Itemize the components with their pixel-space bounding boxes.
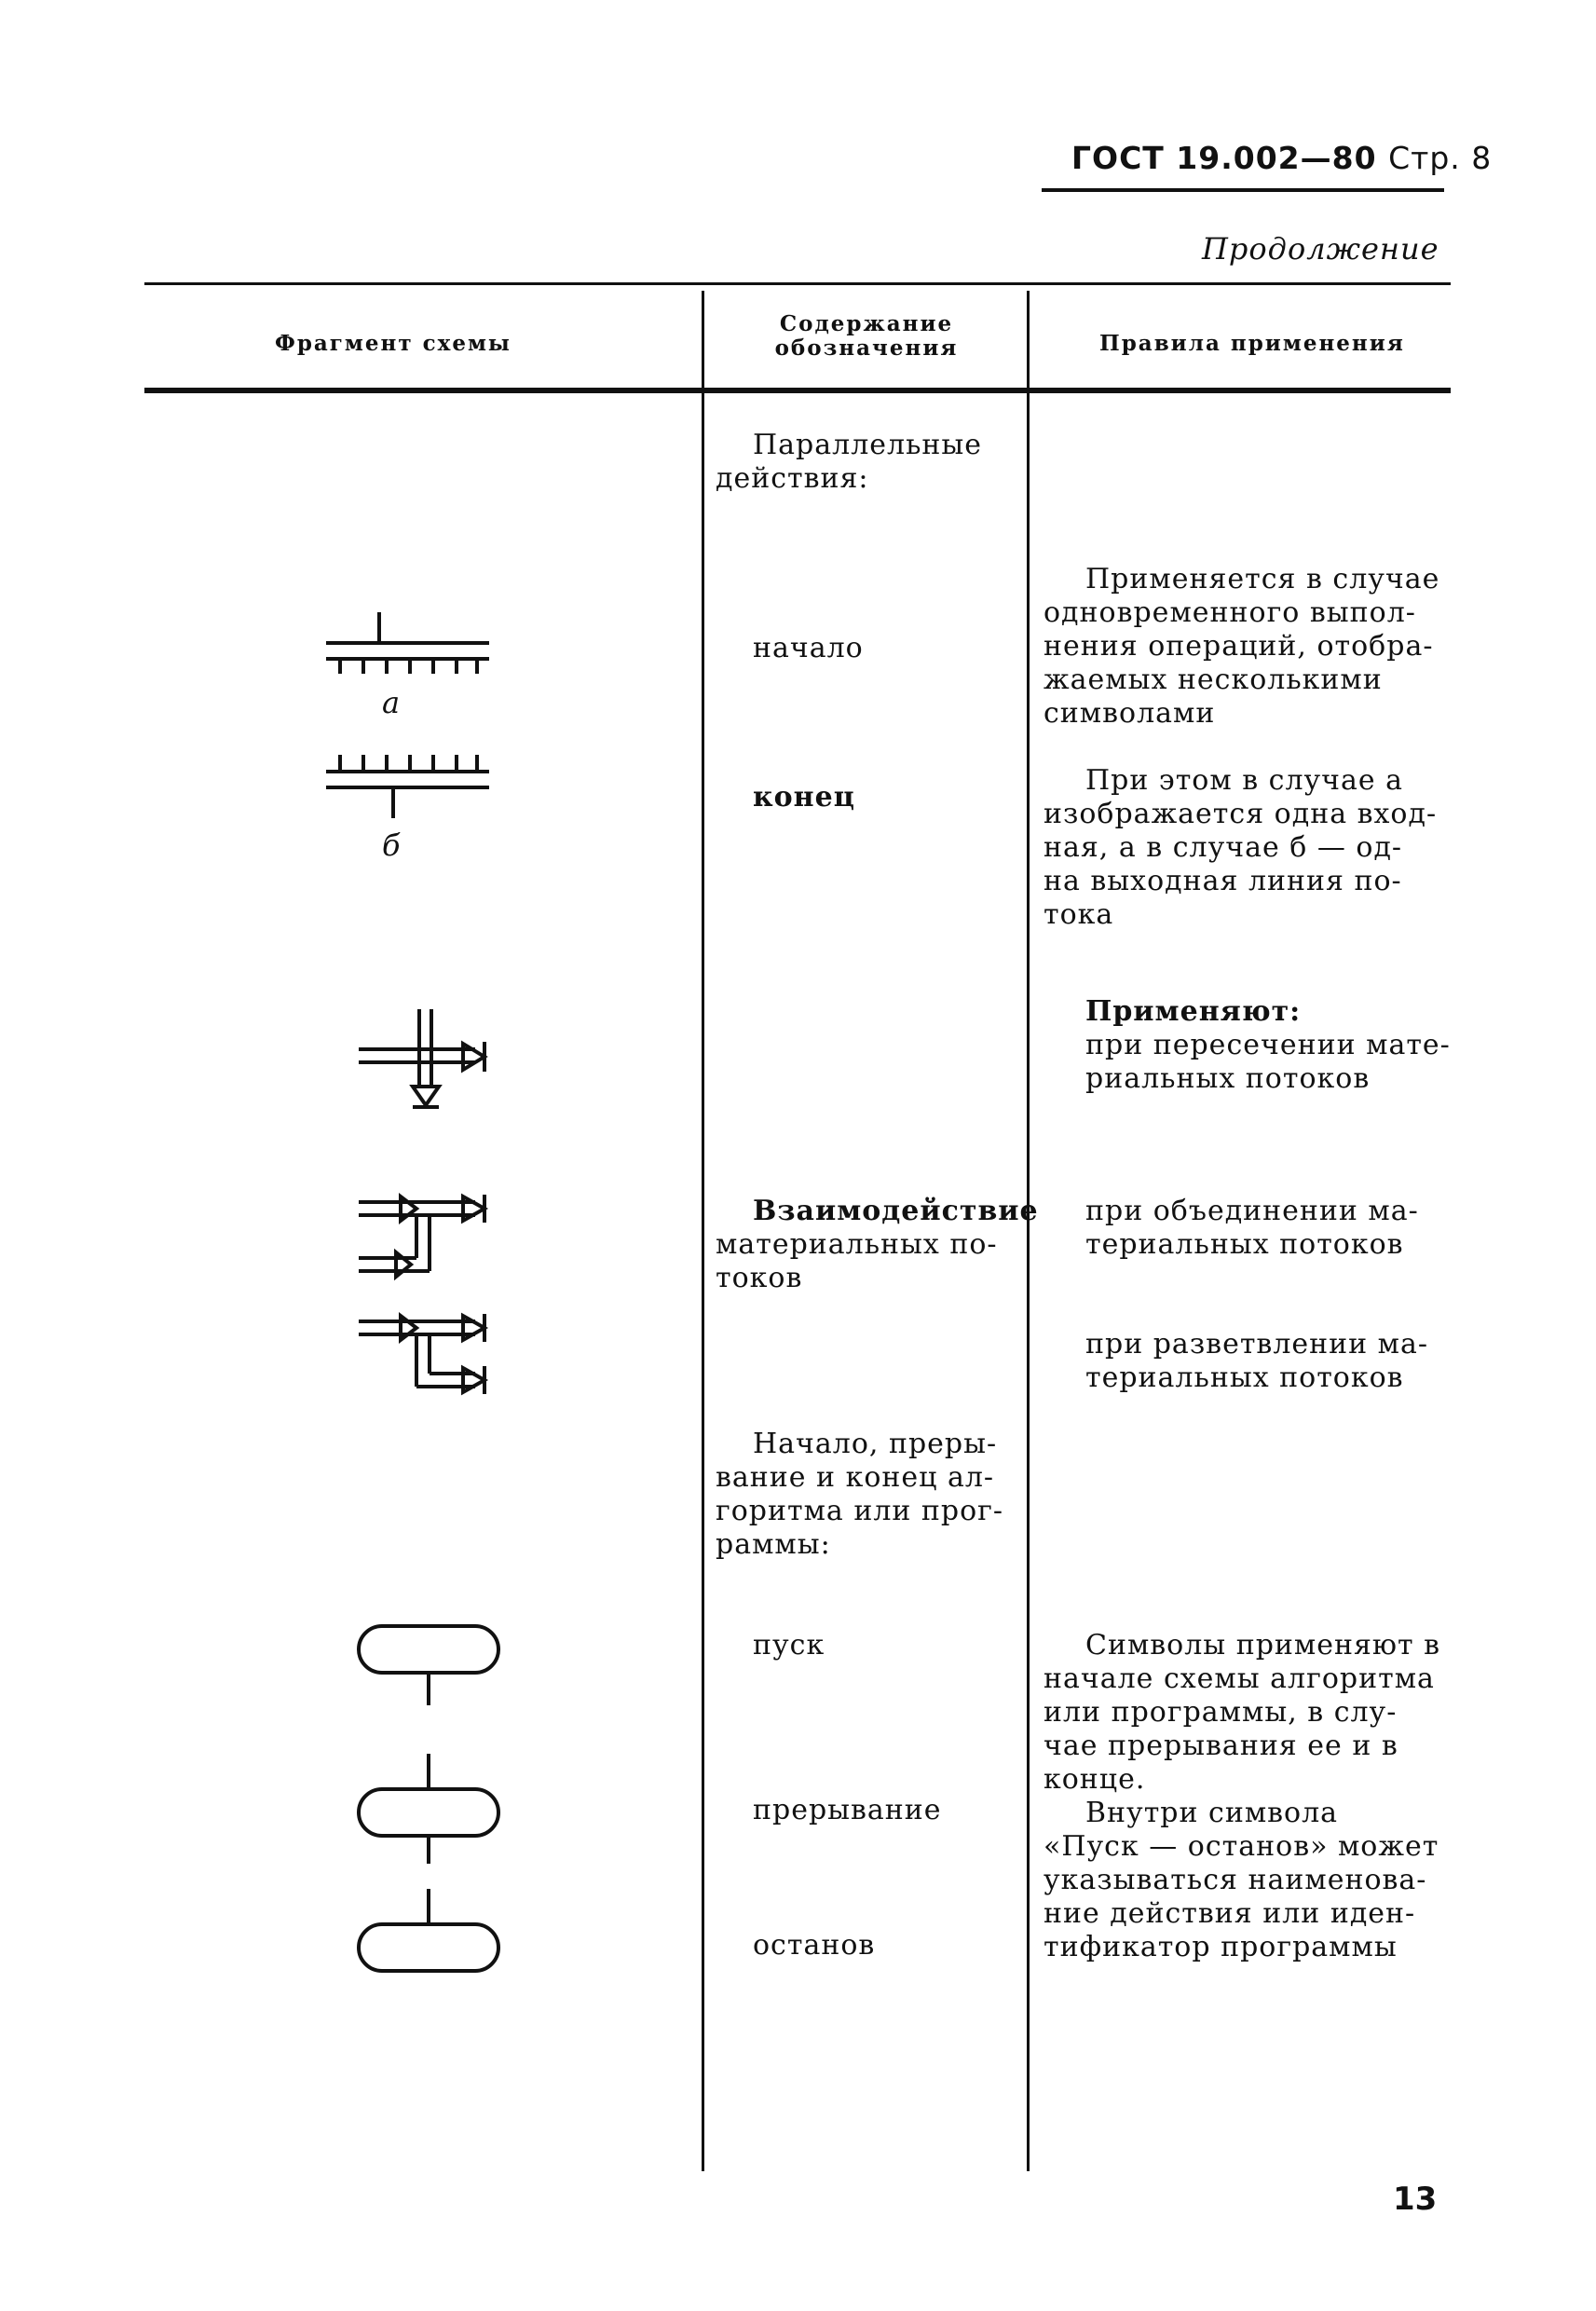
terminator-title-line: горитма или прог- [716, 1495, 1004, 1527]
standard-title [1071, 140, 1492, 176]
rule-line: жаемых несколькими [1044, 663, 1383, 696]
stop-terminator-symbol [354, 1887, 503, 1976]
standard-code: ГОСТ 19.002—80 [1071, 140, 1377, 176]
material-title-line: материальных по- [716, 1228, 998, 1261]
page-label: Стр. 8 [1388, 140, 1493, 176]
rule-line: начале схемы алгоритма [1044, 1662, 1435, 1695]
material-title [753, 1195, 1039, 1228]
column-divider-2 [1027, 291, 1030, 2171]
rule-line: при разветвлении ма- [1085, 1328, 1429, 1361]
rule-line: или программы, в слу- [1044, 1696, 1398, 1729]
terminator-title-line: вание и конец ал- [716, 1461, 995, 1494]
rule-line: териальных потоков [1085, 1361, 1404, 1394]
start-terminator-symbol [354, 1621, 503, 1715]
column-divider-1 [702, 291, 704, 2171]
rule-line: на выходная линия по- [1044, 865, 1402, 897]
terminator-title-line: раммы: [716, 1528, 831, 1561]
terminator-title [716, 1428, 1014, 1562]
parallel-end-symbol [326, 753, 489, 879]
rule-line: ние действия или иден- [1044, 1897, 1416, 1930]
rule-line: конце. [1044, 1763, 1146, 1796]
parallel-title-line: действия: [716, 462, 869, 495]
continuation-label: Продолжение [1202, 231, 1439, 267]
flow-branch-symbol [359, 1305, 498, 1407]
column-header-rules: Правила применения [1099, 331, 1405, 356]
parallel-title-line: Параллельные [753, 429, 983, 461]
material-rule-branch [1085, 1328, 1463, 1395]
rule-line: символами [1044, 697, 1216, 730]
rule-line: указываться наименова- [1044, 1864, 1427, 1896]
material-rule-cross [1044, 995, 1463, 1096]
parallel-start-label: начало [753, 632, 864, 664]
rule-line: тока [1044, 898, 1114, 931]
parallel-title [716, 429, 982, 496]
terminator-title-line: Начало, преры- [753, 1428, 998, 1460]
header-underline [1042, 188, 1444, 192]
material-rule-merge [1085, 1195, 1463, 1262]
table-top-rule [144, 282, 1451, 285]
parallel-rule-2 [1044, 764, 1463, 932]
rule-line: Применяется в случае [1085, 563, 1440, 595]
rule-line: Символы применяют в [1085, 1629, 1441, 1661]
rule-line: Внутри символа [1085, 1797, 1339, 1829]
fragment-letter-b: б [382, 827, 401, 863]
parallel-start-symbol [326, 610, 489, 722]
material-title-rest [716, 1228, 1014, 1295]
parallel-end-label: конец [753, 781, 855, 814]
rule-line: тификатор программы [1044, 1931, 1398, 1963]
material-title-line: токов [716, 1262, 803, 1294]
terminator-rule-2 [1044, 1797, 1463, 1964]
rule-line: териальных потоков [1085, 1228, 1404, 1261]
terminator-rule-1 [1044, 1629, 1463, 1797]
parallel-rule-1 [1044, 563, 1463, 731]
table-header-rule [144, 388, 1451, 393]
rule-line: одновременного выпол- [1044, 596, 1416, 629]
rule-line: при объединении ма- [1085, 1195, 1419, 1227]
rule-line: ная, а в случае б — од- [1044, 831, 1403, 864]
page-number: 13 [1393, 2181, 1438, 2218]
column-header-content-line: Содержание [779, 311, 954, 336]
flow-merge-symbol [359, 1185, 498, 1279]
column-header-content-line: обозначения [774, 335, 959, 361]
rule-line: нения операций, отобра- [1044, 630, 1434, 663]
flow-crossing-symbol [359, 1005, 498, 1121]
rule-line: Применяют: [1085, 995, 1302, 1028]
pause-terminator-symbol [354, 1752, 503, 1868]
column-header-fragment: Фрагмент схемы [275, 331, 512, 356]
terminator-start-label: пуск [753, 1629, 825, 1661]
rule-line: При этом в случае а [1085, 764, 1404, 797]
fragment-letter-a: а [382, 685, 401, 720]
material-title-line: Взаимодействие [753, 1195, 1039, 1227]
column-header-content [717, 312, 1016, 361]
terminator-pause-label: прерывание [753, 1794, 942, 1826]
rule-line: «Пуск — останов» может [1044, 1830, 1439, 1863]
terminator-stop-label: останов [753, 1929, 876, 1962]
rule-line: при пересечении мате- [1085, 1029, 1451, 1061]
rule-line: изображается одна вход- [1044, 798, 1438, 830]
rule-line: риальных потоков [1085, 1062, 1371, 1095]
rule-line: чае прерывания ее и в [1044, 1730, 1398, 1762]
